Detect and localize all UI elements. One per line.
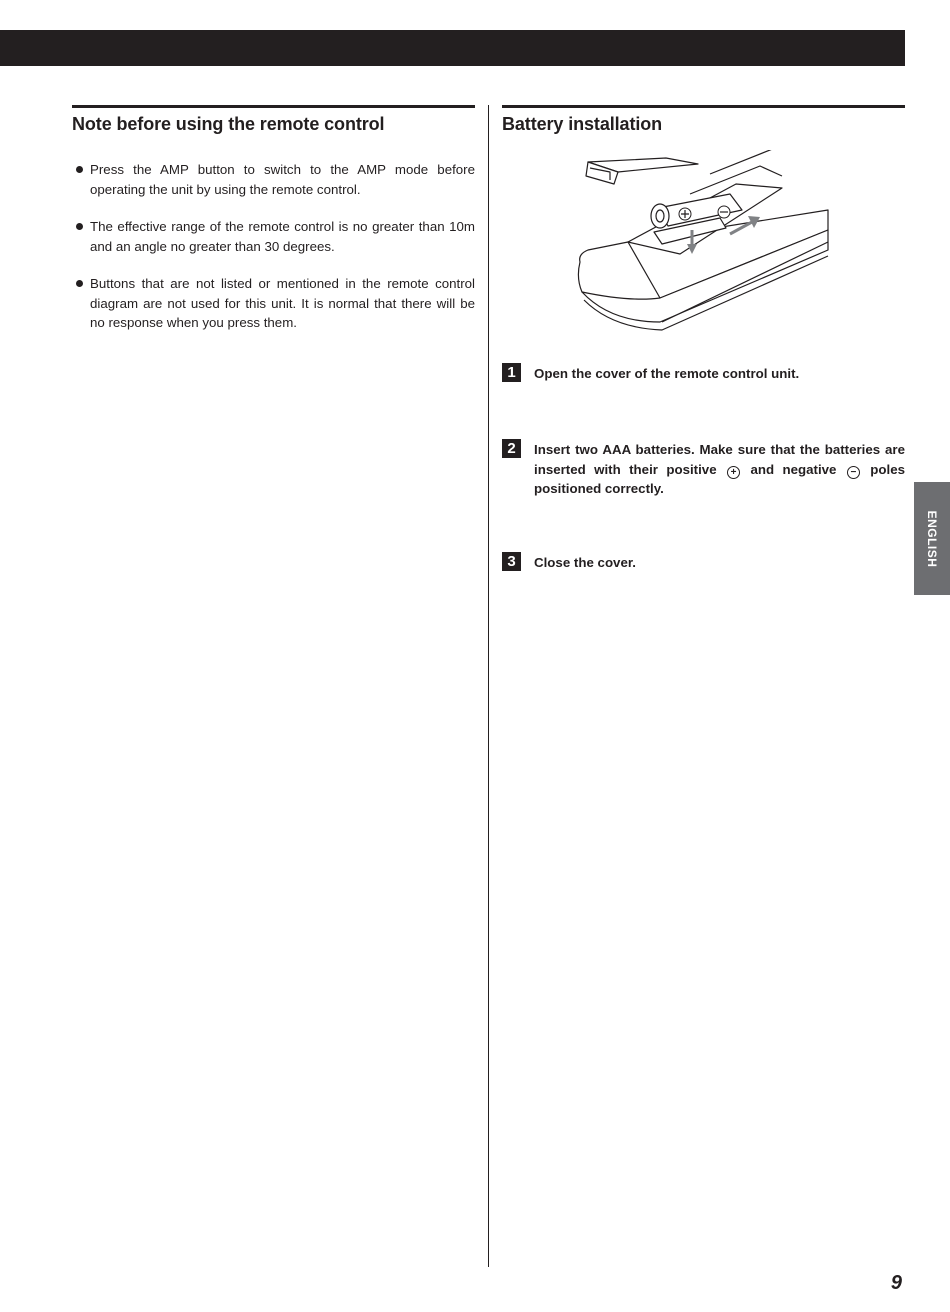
note-text: The effective range of the remote control is no greater than 10m and an angle no greater than 30 degrees. — [90, 219, 475, 254]
list-item — [72, 274, 475, 333]
remote-notes-list — [72, 160, 475, 351]
positive-pole-icon: + — [727, 466, 740, 479]
remote-note-heading: Note before using the remote control — [72, 114, 385, 134]
negative-pole-icon: − — [847, 466, 860, 479]
battery-installation-illustration — [570, 150, 840, 340]
page-number: 9 — [890, 1272, 902, 1294]
step-number: 2 — [502, 439, 521, 458]
list-item — [72, 160, 475, 199]
header-bar — [0, 30, 905, 66]
right-section-rule — [502, 105, 905, 108]
step-text: Close the cover. — [534, 555, 636, 570]
language-tab-label: ENGLISH — [925, 510, 939, 567]
step-text-part: and negative — [750, 461, 837, 477]
step-text: Open the cover of the remote control unit. — [534, 366, 800, 381]
step-number: 1 — [502, 363, 521, 382]
step-text-part: Insert two AAA batteries. Make sure that the batteries are inserted with their positive — [534, 442, 905, 477]
note-text: Buttons that are not listed or mentioned in the remote control diagram are not used for this unit. It is normal that there will be no response when you press them. — [90, 276, 475, 330]
step-text — [534, 440, 905, 499]
list-item — [72, 217, 475, 256]
bullet-icon — [76, 223, 83, 230]
step-text-part: poles positioned correctly. — [534, 461, 906, 496]
bullet-icon — [76, 166, 83, 173]
bullet-icon — [76, 280, 83, 287]
step-number: 3 — [502, 552, 521, 571]
battery-heading: Battery installation — [502, 114, 663, 134]
note-text: Press the AMP button to switch to the AMP mode before operating the unit by using the remote control. — [90, 162, 475, 197]
column-divider — [488, 105, 489, 1267]
language-tab — [914, 482, 950, 595]
left-section-rule — [72, 105, 475, 108]
